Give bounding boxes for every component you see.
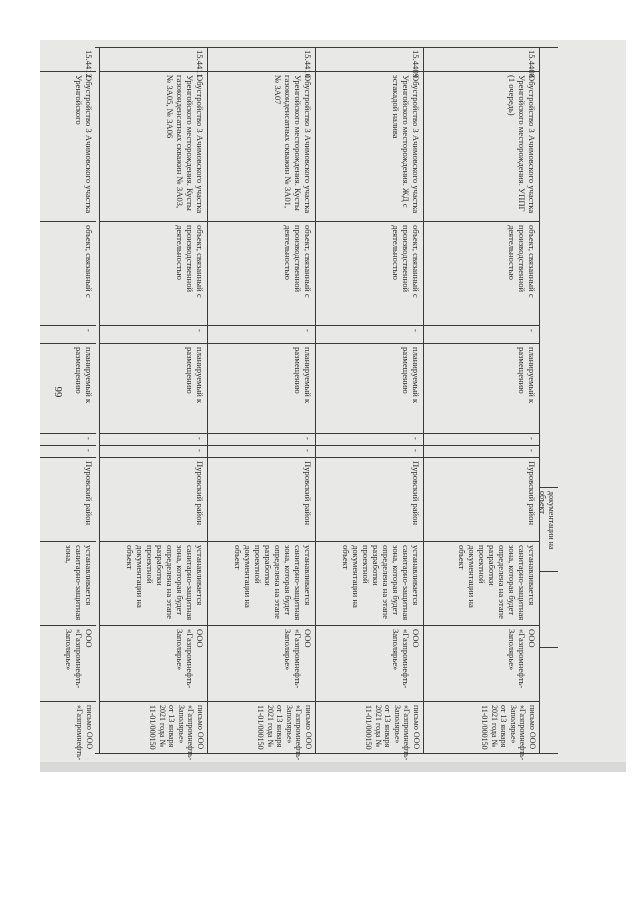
- dash-cell: -: [423, 325, 539, 343]
- dash-cell: -: [207, 445, 315, 457]
- object-name: Обустройство 3 Ачимовского участка Уренгойского месторождения. Кусты газоконденсатных скважин № 3А01, № 3А07: [207, 71, 315, 221]
- object-type: объект, связанный с: [40, 221, 96, 325]
- dash-cell: -: [40, 433, 96, 445]
- dash-cell: -: [99, 325, 207, 343]
- location: Пуровский район: [207, 457, 315, 541]
- dash-cell: -: [315, 445, 423, 457]
- source-letter: письмо ООО «Газпромнефть-Заполярье» от 13 января 2021 года № 11-01/000150: [423, 701, 539, 753]
- object-status: планируемый к размещению: [99, 343, 207, 433]
- location: Пуровский район: [423, 457, 539, 541]
- company: ООО «Газпромнефть-Заполярье»: [207, 625, 315, 701]
- company: ООО «Газпромнефть-Заполярье»: [99, 625, 207, 701]
- object-status: планируемый к размещению: [315, 343, 423, 433]
- object-status: планируемый к размещению: [207, 343, 315, 433]
- protection-zone: устанавливается санитарно-защитная зона, которая будет определена на этапе разработки проектной документации на объект: [423, 541, 539, 625]
- company: ООО «Газпромнефть-Заполярье»: [423, 625, 539, 701]
- protection-zone: устанавливается санитарно-защитная зона,: [40, 541, 96, 625]
- protection-zone: устанавливается санитарно-защитная зона, которая будет определена на этапе разработки проектной документации на объект: [315, 541, 423, 625]
- continuation-row: [540, 47, 558, 753]
- dash-cell: -: [315, 433, 423, 445]
- object-type: объект, связанный с производственной деятельностью: [423, 221, 539, 325]
- dash-cell: -: [99, 433, 207, 445]
- table-row: [40, 47, 96, 761]
- company: ООО «Газпромнефть-Заполярье»: [315, 625, 423, 701]
- dash-cell: -: [40, 445, 96, 457]
- dash-cell: -: [423, 445, 539, 457]
- protection-zone: устанавливается санитарно-защитная зона, которая будет определена на этапе разработки проектной документации на объект: [207, 541, 315, 625]
- row-id: 15.4408: [527, 50, 537, 78]
- object-type: объект, связанный с производственной деятельностью: [315, 221, 423, 325]
- rotated-table-tail: [95, 47, 540, 753]
- source-letter: письмо ООО «Газпромнефть-Заполярье» от 13 января 2021 года № 11-01/000150: [315, 701, 423, 753]
- object-status: планируемый к размещению: [40, 343, 96, 433]
- last-row-clip: [40, 47, 96, 761]
- object-status: планируемый к размещению: [423, 343, 539, 433]
- page-number: 66: [53, 386, 65, 398]
- location: Пуровский район: [40, 457, 96, 541]
- object-name: Обустройство 3 Ачимовского участка Уренгойского месторождения. УППГ (1 очередь): [423, 71, 539, 221]
- dash-cell: -: [99, 445, 207, 457]
- object-name: Обустройство 3 Ачимовского участка Уренгойского месторождения. ЖД с эстакадой налива: [315, 71, 423, 221]
- dash-cell: -: [423, 433, 539, 445]
- dash-cell: -: [207, 433, 315, 445]
- scan-shadow: [40, 762, 626, 772]
- dash-cell: -: [40, 325, 96, 343]
- source-letter: письмо ООО «Газпромнефть-Заполярье» от 13 января 2021 года № 11-01/000150: [207, 701, 315, 753]
- continuation-text: документации на объект: [540, 487, 558, 571]
- dash-cell: -: [207, 325, 315, 343]
- company: ООО «Газпромнефть-Заполярье»: [40, 625, 96, 701]
- row-id: 15.4410: [303, 50, 313, 78]
- object-name: Обустройство 3 Ачимовского участка Уренгойского месторождения. Кусты газоконденсатных скважин № 3А03, № 3А05, № 3А06: [99, 71, 207, 221]
- row-id: 15.4412: [84, 50, 94, 78]
- location: Пуровский район: [99, 457, 207, 541]
- protection-zone: устанавливается санитарно-защитная зона, которая будет определена на этапе разработки проектной документации на объект: [99, 541, 207, 625]
- table-right-border: [95, 753, 558, 754]
- object-type: объект, связанный с производственной деятельностью: [207, 221, 315, 325]
- last-row-rotated: [40, 47, 96, 761]
- row-id: 15.4411: [195, 50, 205, 78]
- location: Пуровский район: [315, 457, 423, 541]
- object-name: Обустройство 3 Ачимовского участка Уренгойского: [40, 71, 96, 221]
- source-letter: письмо ООО «Газпромнефть-Заполярье» от 13 января 2021 года № 11-01/000150: [99, 701, 207, 753]
- dash-cell: -: [315, 325, 423, 343]
- row-id: 15.4409: [411, 50, 421, 78]
- source-letter: письмо ООО «Газпромнефть-: [40, 701, 96, 753]
- object-type: объект, связанный с производственной деятельностью: [99, 221, 207, 325]
